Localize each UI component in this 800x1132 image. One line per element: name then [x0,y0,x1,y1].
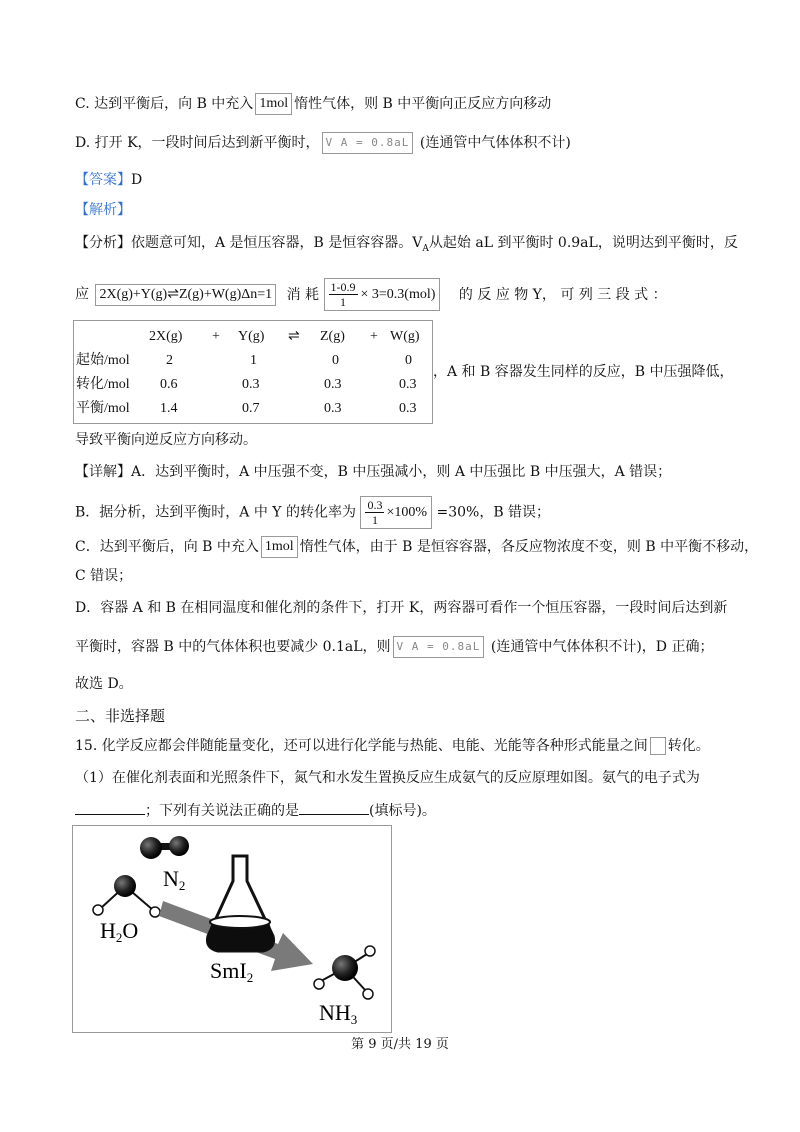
detail-d2-line [75,636,713,658]
reaction-diagram-svg [73,826,391,1032]
text: (填标号)。 [369,803,436,819]
analysis-label: 【解析】 [75,202,131,218]
h2o-label: H2O [100,918,139,945]
nh3-molecule [314,946,375,999]
table-header-cell: Z(g) [320,329,345,344]
reaction-equation-box: 2X(g)+Y(g)⇌Z(g)+W(g)Δn=1 [95,284,276,306]
text: 平衡时，容器 B 中的气体体积也要减少 0.1aL，则 [75,639,391,655]
table-row-label: 起始/mol [76,353,130,368]
option-c-text: C. 达到平衡后，向 B 中充入 [75,96,254,112]
option-d-line [75,132,571,154]
guxuan-line: 故选 D。 [75,676,133,692]
text: 的 反 应 物 Y， 可 列 三 段 式 ： [458,286,667,303]
fenxi-line [75,233,738,259]
q15-2-line [75,800,436,821]
fraction-denominator: 1 [371,513,378,527]
fraction-rest: ×100% [386,504,428,520]
daozhi-line: 导致平衡向逆反应方向移动。 [75,432,257,448]
fenxi-text: 【分析】依题意可知，A 是恒压容器，B 是恒容容器。V [75,235,423,251]
formula-box: V A = 0.8aL [393,636,485,658]
fraction-box [324,278,441,311]
text: 惰性气体，由于 B 是恒容容器，各反应物浓度不变，则 B 中平衡不移动， [299,539,759,555]
subscript: A [422,243,429,254]
q15-line [75,736,710,756]
text: 应 [75,286,89,303]
table-cell: 1 [250,353,257,368]
table-cell: 0.3 [324,401,342,416]
answer-blank[interactable] [75,800,145,815]
detail-c-line [75,536,758,558]
smi2-label: SmI2 [210,958,254,985]
n2-molecule [140,836,189,859]
table-cell: 0.3 [324,377,342,392]
detail-b-line [75,496,550,529]
text: ；下列有关说法正确的是 [145,803,299,819]
table-header-cell: 2X(g) [149,329,183,344]
detail-a-line: 【详解】A．达到平衡时，A 中压强不变，B 中压强减小，则 A 中压强比 B 中压强大，A 错误； [75,464,672,480]
fraction-rest: × 3=0.3(mol) [360,286,436,302]
formula-box: 1mol [255,93,292,115]
table-cell: 0.3 [399,377,417,392]
section-heading: 二、非选择题 [75,707,166,725]
text: C．达到平衡后，向 B 中充入 [75,539,259,555]
detail-c2-line: C 错误； [75,568,133,584]
fraction-denominator: 1 [340,295,347,309]
text: 消 耗 [286,286,320,303]
text: (连通管中气体体积不计)，D 正确； [490,639,714,655]
text: =30%，B 错误； [436,504,551,521]
option-c-line [75,93,551,115]
reaction-diagram [72,825,392,1033]
fraction-box [360,496,432,529]
table-tail-text: ，A 和 B 容器发生同样的反应，B 中压强降低， [433,364,734,380]
formula-box: 1mol [261,536,298,558]
h2o-molecule [93,875,160,917]
table-cell: 0.6 [160,377,178,392]
answer-line [75,170,142,190]
table-cell: 0 [332,353,339,368]
table-cell: 0 [405,353,412,368]
option-c-text-2: 惰性气体，则 B 中平衡向正反应方向移动 [294,96,552,112]
table-cell: 0.3 [242,377,260,392]
table-cell: 1.4 [160,401,178,416]
table-header-cell: W(g) [390,329,420,344]
reaction-line [75,278,667,311]
formula-box: V A = 0.8aL [322,132,414,154]
text: B．据分析，达到平衡时，A 中 Y 的转化率为 [75,504,356,521]
text: 转化。 [667,738,710,754]
table-cell: 0.7 [242,401,260,416]
detail-d1-line: D．容器 A 和 B 在相同温度和催化剂的条件下，打开 K，两容器可看作一个恒压容器，一段时间后达到新 [75,600,728,616]
table-header-cell: ⇌ [288,329,300,344]
table-cell: 0.3 [399,401,417,416]
table-header-cell: + [370,329,378,344]
table-header-cell: Y(g) [238,329,265,344]
flask-icon [207,856,273,951]
page-footer: 第 9 页/共 19 页 [351,1037,449,1052]
nh3-label: NH3 [319,1000,358,1027]
blank-box [650,737,666,755]
fenxi-text-2: 从起始 aL 到平衡时 0.9aL，说明达到平衡时，反 [428,235,738,251]
fraction-numerator: 0.3 [367,498,383,512]
q15-1-line: （1）在催化剂表面和光照条件下，氮气和水发生置换反应生成氨气的反应原理如图。氨气的电子式为 [75,770,700,786]
n2-label: N2 [163,866,186,893]
table-row-label: 转化/mol [76,377,130,392]
option-d-text-2: (连通管中气体体积不计) [419,135,571,151]
table-header-cell: + [212,329,220,344]
fraction-numerator: 1-0.9 [330,280,356,294]
answer-value: D [131,172,143,188]
table-cell: 2 [166,353,173,368]
answer-blank[interactable] [299,800,369,815]
three-stage-table [73,320,433,424]
answer-label: 【答案】 [75,172,131,188]
text: 15. 化学反应都会伴随能量变化，还可以进行化学能与热能、电能、光能等各种形式能量之间 [75,738,648,754]
table-row-label: 平衡/mol [76,401,130,416]
option-d-text: D. 打开 K，一段时间后达到新平衡时， [75,135,320,151]
